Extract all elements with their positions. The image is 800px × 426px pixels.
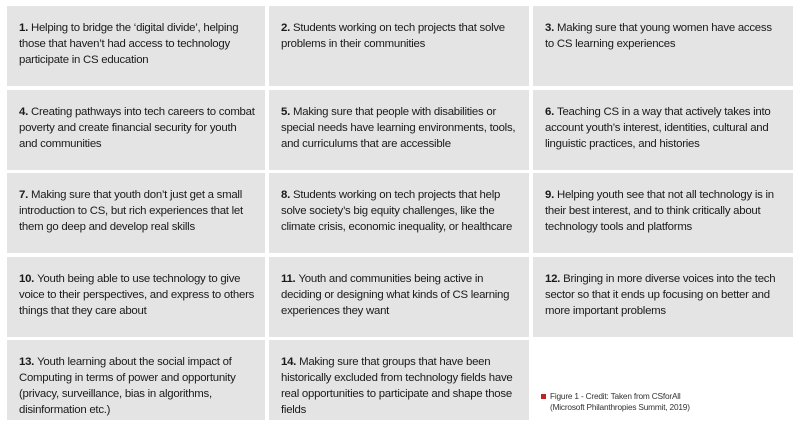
priorities-grid [7, 6, 793, 420]
item-text: Bringing in more diverse voices into the tech sector so that it ends up focusing on better and more important problems [545, 272, 776, 317]
item-text: Making sure that young women have access to CS learning experiences [545, 22, 772, 50]
item-text: Helping to bridge the ‘digital divide’, helping those that haven’t had access to technology participate in CS education [19, 22, 239, 66]
item-number: 4. [19, 105, 28, 118]
red-square-marker-icon [541, 394, 546, 399]
item-text: Creating pathways into tech careers to combat poverty and create financial security for youth and communities [19, 105, 255, 150]
priority-cell-1 [7, 6, 265, 86]
priority-cell-8 [269, 173, 529, 253]
credit-line-2: (Microsoft Philanthropies Summit, 2019) [550, 402, 690, 412]
priority-cell-12 [533, 257, 793, 337]
item-text: Making sure that youth don’t just get a small introduction to CS, but rich experiences that let them go deep and develop real skills [19, 189, 243, 233]
item-text: Helping youth see that not all technology is in their best interest, and to think critically about technology tools and platforms [545, 189, 774, 233]
item-number: 9. [545, 189, 554, 201]
priority-cell-9 [533, 173, 793, 253]
item-number: 8. [281, 189, 290, 201]
item-text: Youth learning about the social impact of Computing in terms of power and opportunity (privacy, surveillance, bias in algorithms, disinformation etc.) [19, 356, 236, 416]
item-number: 12. [545, 272, 561, 285]
item-number: 1. [19, 22, 28, 34]
item-text: Youth being able to use technology to give voice to their perspectives, and express to others things that they care about [19, 272, 255, 317]
item-number: 6. [545, 105, 554, 118]
priority-cell-6 [533, 90, 793, 170]
priority-cell-13 [7, 340, 265, 420]
item-text: Teaching CS in a way that actively takes into account youth’s interest, identities, cultural and linguistic practices, and histories [545, 105, 771, 150]
priority-cell-5 [269, 90, 529, 170]
item-number: 2. [281, 22, 290, 34]
item-number: 11. [281, 272, 296, 285]
item-text: Students working on tech projects that help solve society’s big equity challenges, like the climate crisis, economic inequality, or healthcare [281, 189, 513, 233]
item-number: 10. [19, 272, 35, 285]
priority-cell-10 [7, 257, 265, 337]
priority-cell-4 [7, 90, 265, 170]
item-number: 3. [545, 22, 554, 34]
credit-line-1: Figure 1 - Credit: Taken from CSforAll [550, 391, 681, 401]
item-number: 7. [19, 189, 28, 201]
item-number: 14. [281, 356, 297, 368]
item-text: Making sure that people with disabilities or special needs have learning environments, tools, and curriculums that are accessible [281, 105, 516, 150]
priority-cell-2 [269, 6, 529, 86]
item-text: Making sure that groups that have been historically excluded from technology fields have real opportunities to participate and shape those fields [281, 356, 513, 416]
priority-cell-7 [7, 173, 265, 253]
priority-cell-11 [269, 257, 529, 337]
item-number: 5. [281, 105, 290, 118]
priority-cell-14 [269, 340, 529, 420]
priority-cell-3 [533, 6, 793, 86]
item-text: Youth and communities being active in deciding or designing what kinds of CS learning experiences they want [281, 272, 510, 317]
item-text: Students working on tech projects that solve problems in their communities [281, 22, 505, 50]
item-number: 13. [19, 356, 35, 368]
figure-credit [541, 391, 690, 413]
figure-credit-cell [533, 340, 793, 420]
